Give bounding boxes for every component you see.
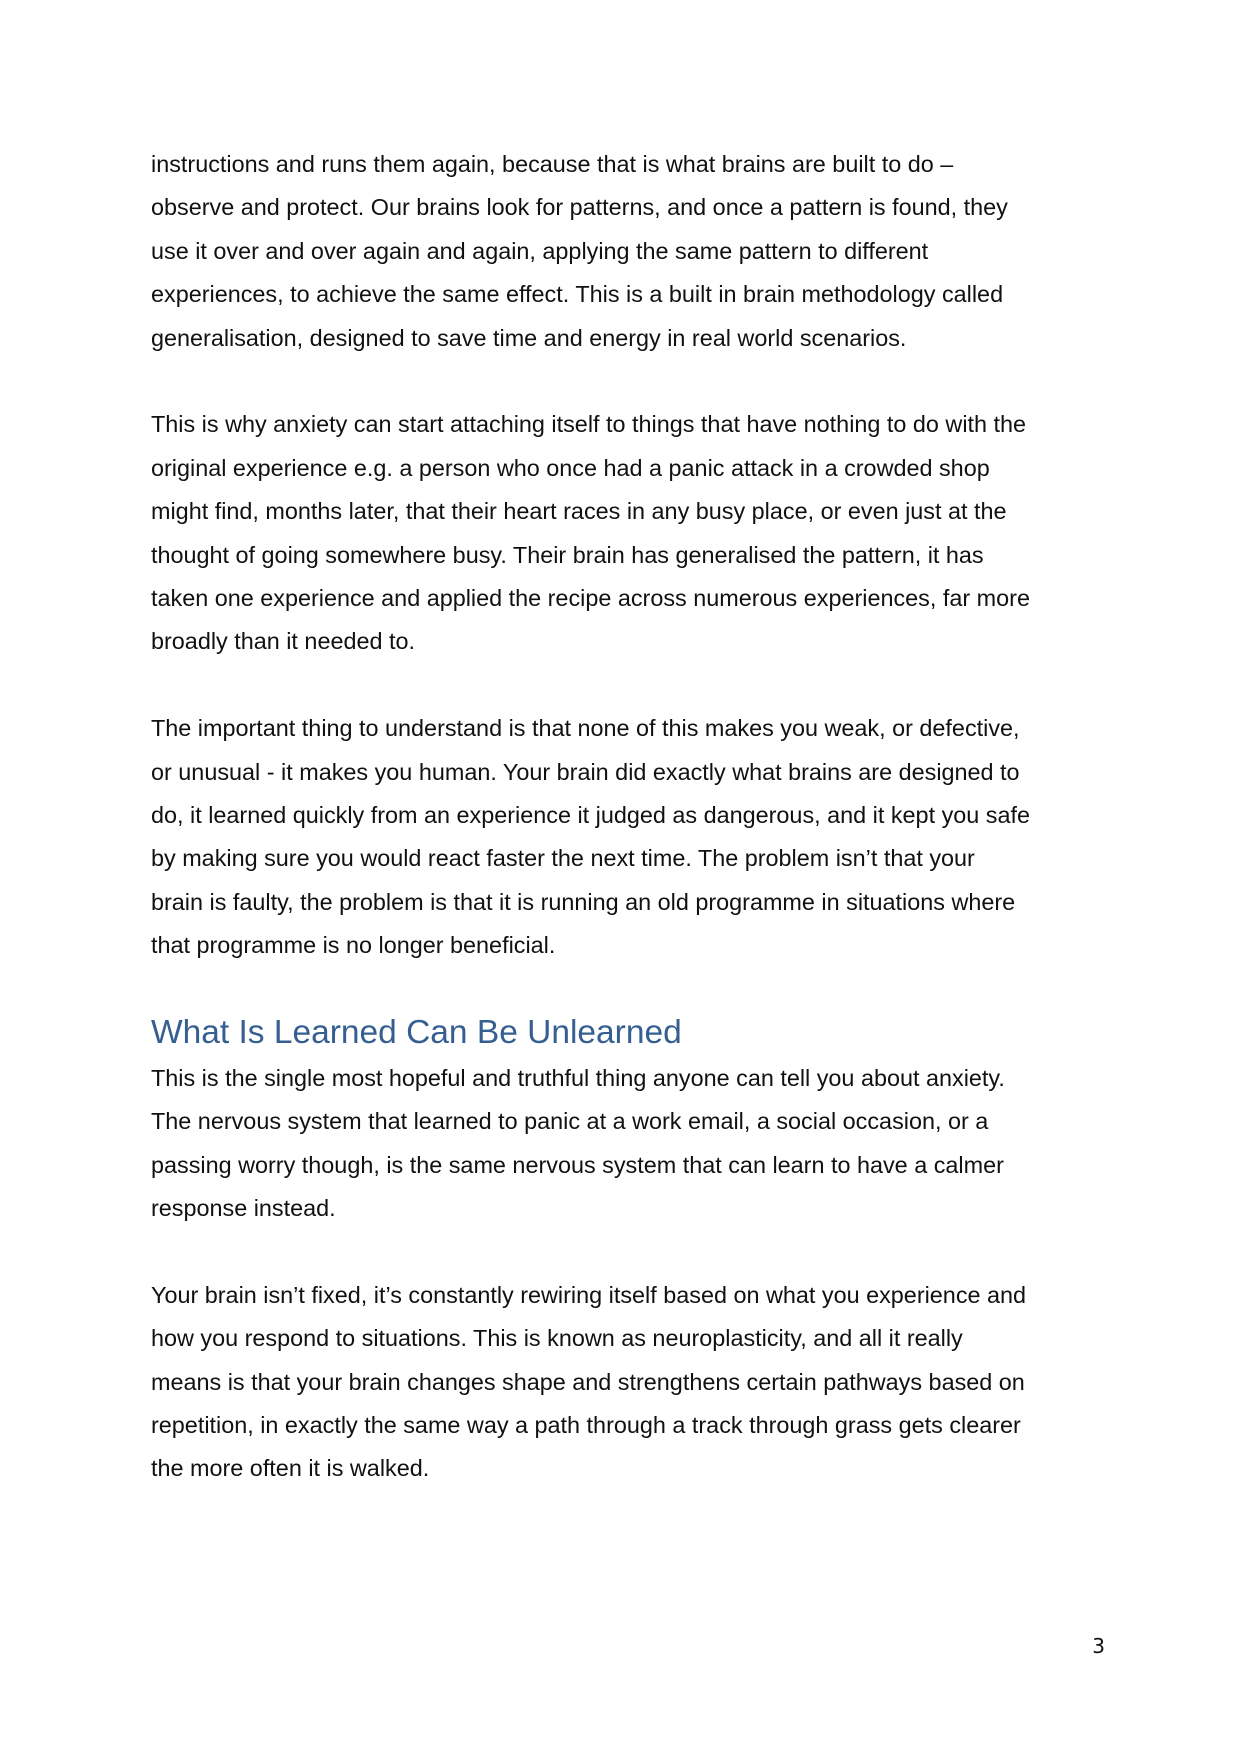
paragraph-anxiety-attaching: This is why anxiety can start attaching itself to things that have nothing to do with the original experience e.g. a person who once had a panic attack in a crowded shop might find, months later, that their heart races in any busy place, or even just at the thought of going somewhere busy. Their brain has generalised the pattern, it has taken one experience and applied the recipe across numerous experiences, far more broadly than it needed to.: [151, 411, 1030, 655]
page-number: 3: [1092, 1634, 1105, 1658]
paragraph-not-weak: The important thing to understand is that none of this makes you weak, or defective, or unusual - it makes you human. Your brain did exactly what brains are designed to do, it learned quickly from an experience it judged as dangerous, and it kept you safe by making sure you would react faster the next time. The problem isn’t that your brain is faulty, the problem is that it is running an old programme in situations where that programme is no longer beneficial.: [151, 715, 1030, 959]
paragraph-neuroplasticity: Your brain isn’t fixed, it’s constantly rewiring itself based on what you experience and how you respond to situations. This is known as neuroplasticity, and all it really means is that your brain changes shape and strengthens certain pathways based on repetition, in exactly the same way a path through a track through grass gets clearer the more often it is walked.: [151, 1281, 1027, 1482]
document-body: [151, 143, 1111, 1491]
section-heading: What Is Learned Can Be Unlearned: [151, 1013, 682, 1051]
paragraph-hopeful-truth: This is the single most hopeful and truthful thing anyone can tell you about anxiety. The nervous system that learned to panic at a work email, a social occasion, or a passing worry though, is the same nervous system that can learn to have a calmer response instead.: [151, 1064, 1005, 1221]
paragraph-generalisation-intro: instructions and runs them again, because that is what brains are built to do – observe and protect. Our brains look for patterns, and once a pattern is found, they use it over and over again and again, applying the same pattern to different experiences, to achieve the same effect. This is a built in brain methodology called generalisation, designed to save time and energy in real world scenarios.: [151, 151, 1008, 351]
